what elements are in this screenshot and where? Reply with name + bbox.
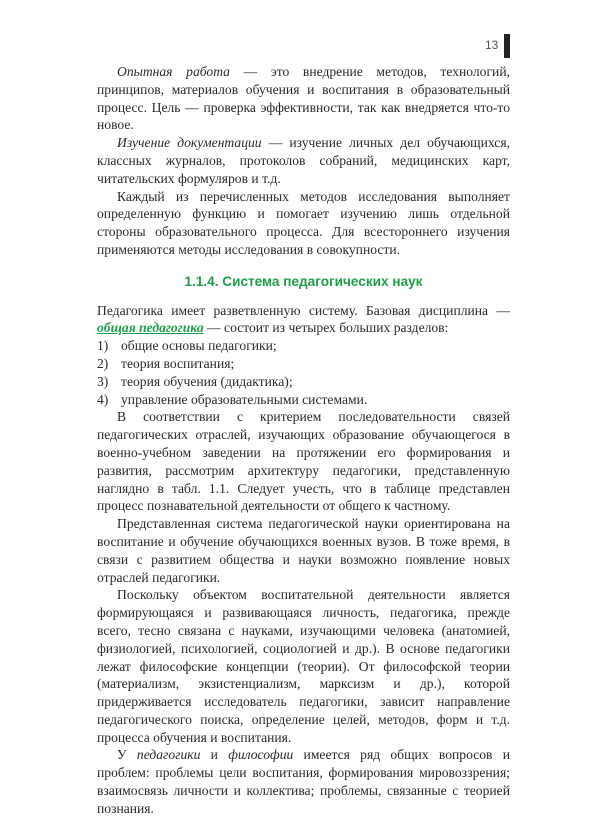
page-number: 13 [485, 38, 499, 52]
paragraph-methods: Каждый из перечисленных методов исследования выполняет определенную функцию и помогает изучению лишь отдельной стороны образовательного процесса. Для всестороннего изучения применяются методы исследования в совокупности. [97, 188, 510, 257]
paragraph-text: Педагогика имеет разветвленную систему. Базовая дисциплина — [97, 302, 510, 318]
paragraph-text: — это внедрение методов, технологий, принципов, материалов обучения и воспитания в образовательный процесс. Цель — проверка эффективности, так как внедряется что-то новое. [97, 64, 510, 133]
paragraph-experimental-work [97, 63, 510, 134]
paragraph-text: — состоит из четырех больших разделов: [203, 320, 449, 336]
list-item [97, 373, 510, 391]
term-pedagogy: педагогики [136, 747, 201, 763]
list-number: 4) [97, 391, 109, 407]
list-item [97, 337, 510, 355]
paragraph-pedagogy-system [97, 302, 510, 338]
paragraph-documentation [97, 134, 510, 187]
term-general-pedagogy: общая педагогика [97, 320, 204, 336]
paragraph-text: — изучение личных дел обучающихся, классных журналов, протоколов собраний, медицинских карт, читательских формуляров и т.д. [97, 135, 510, 186]
list-text: теория воспитания; [121, 355, 235, 371]
page-marker-bar [504, 34, 510, 58]
paragraph-philosophy [97, 746, 510, 817]
term-experimental-work: Опытная работа [117, 64, 230, 79]
paragraph-personality: Поскольку объектом воспитательной деятельности является формирующаяся и развивающаяся личность, педагогика, прежде всего, тесно связана с науками, изучающими человека (анатомией, физиологией, психологией, социологией и др.). В основе педагогики лежат философские концепции (теории). От философской теории (материализм, экзистенциализм, марксизм и др.), которой придерживается исследователь педагогики, зависит направление педагогического поиска, определение целей, методов, форм и т.д. процесса обучения и воспитания. [97, 587, 510, 745]
list-number: 2) [97, 355, 109, 371]
section-heading: 1.1.4. Система педагогических наук [184, 273, 423, 289]
paragraph-military-education: Представленная система педагогической науки ориентирована на воспитание и обучение обучающихся военных вузов. В тоже время, в связи с развитием общества и науки возможно появление новых отраслей педагогики. [97, 516, 510, 585]
paragraph-text: имеется ряд общих вопросов и проблем: проблемы цели воспитания, формирования мировоззрения; взаимосвязь личности и коллектива; проблемы, связанные с теорией познания. [97, 747, 510, 816]
sections-list [97, 337, 510, 408]
paragraph-text: и [200, 747, 229, 763]
page-body [97, 63, 510, 818]
list-item [97, 355, 510, 373]
term-documentation: Изучение документации [117, 135, 262, 151]
term-philosophy: философии [228, 747, 294, 763]
list-number: 3) [97, 373, 109, 389]
list-number: 1) [97, 338, 109, 354]
paragraph-text: У [117, 747, 137, 763]
list-text: управление образовательными системами. [121, 391, 368, 407]
list-text: общие основы педагогики; [121, 338, 277, 354]
list-item [97, 391, 510, 409]
paragraph-architecture: В соответствии с критерием последовательности связей педагогических отраслей, изучающих образование обучающегося в военно-учебном заведении на протяжении его формирования и развития, рассмотрим архитектуру педагогики, представленную наглядно в табл. 1.1. Следует учесть, что в таблице представлен процесс познавательной деятельности от общего к частному. [97, 409, 510, 514]
list-text: теория обучения (дидактика); [121, 373, 293, 389]
